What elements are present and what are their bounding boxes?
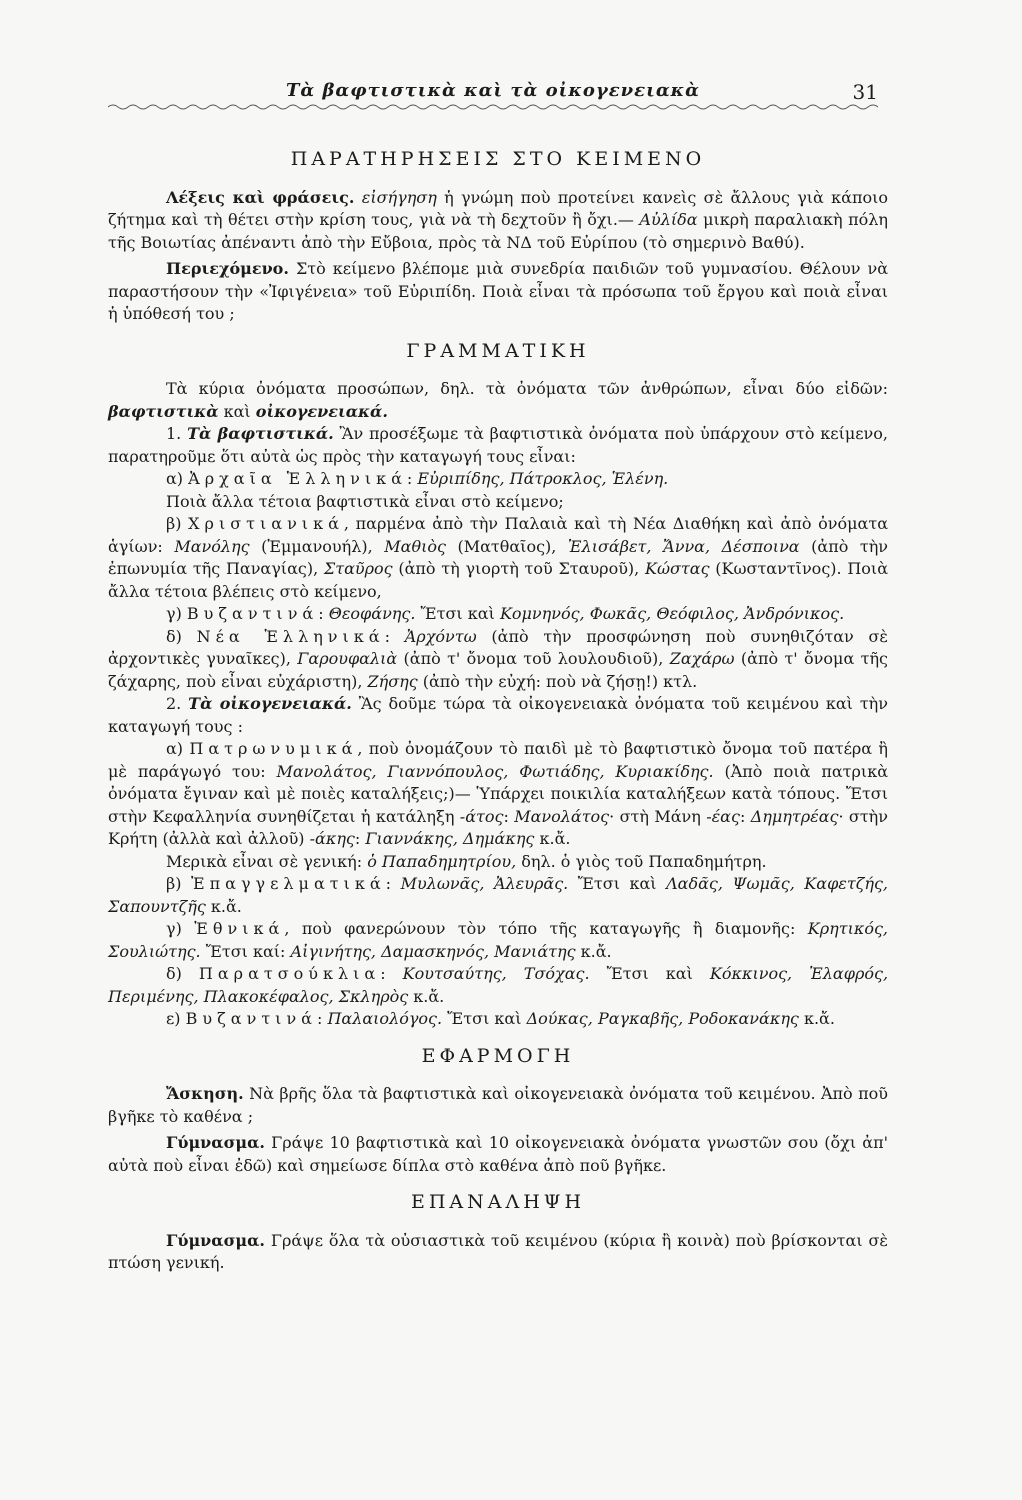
text: κ.ἄ.	[408, 986, 445, 1006]
text: Λαδᾶς, Ψωμᾶς, Καφετζής, Σαπουντζῆς	[108, 874, 889, 916]
text: (ἀπὸ τ' ὄνομα τοῦ λουλουδιοῦ),	[397, 649, 670, 668]
text: (Ματθαῖος),	[445, 536, 568, 556]
text: Ἐπαγγελματικά	[191, 874, 386, 893]
text: Παρατσούκλια	[198, 964, 381, 983]
running-title: Τὰ βαφτιστικὰ καὶ τὰ οἰκογενειακὰ	[285, 80, 701, 101]
text: :	[380, 964, 403, 983]
paragraph-drill	[108, 1132, 888, 1177]
text: Τὰ οἰκογενειακά.	[188, 694, 352, 713]
text: Μανολάτος	[514, 806, 610, 826]
text: :	[318, 604, 329, 623]
item-christian	[108, 513, 888, 603]
item-byzantine-surnames	[108, 1008, 888, 1031]
text: Γύμνασμα.	[166, 1133, 265, 1152]
heading-review: ΕΠΑΝΑΛΗΨΗ	[410, 1191, 586, 1213]
text: (ἀπὸ τὴν εὐχή: ποὺ νὰ ζήσῃ!) κτλ.	[417, 671, 698, 691]
text: (ἀπὸ τὴν προσφώνηση ποὺ συνηθιζόταν σὲ ἀρχοντικὲς γυναῖκες),	[108, 626, 888, 668]
text: Ἔτσι καὶ	[415, 604, 500, 623]
paragraph-exercise	[108, 1083, 888, 1128]
text: Εὐριπίδης, Πάτροκλος, Ἑλένη.	[417, 469, 669, 488]
text: (Ἀπὸ ποιὰ πατρικὰ ὀνόματα ἔγιναν καὶ μὲ ποιὲς καταλήξεις;)— Ὑπάρχει ποικιλία καταλήξεων κατὰ τόπους. Ἔτσι στὴν Κεφαλληνία συνηθίζεται ἡ κατάληξη	[108, 761, 889, 826]
label-content: Περιεχόμενο.	[166, 259, 289, 278]
text: Κόκκινος, Ἐλαφρός, Περιμένης, Πλακοκέφαλος, Σκληρὸς	[108, 964, 889, 1006]
question-ancient: Ποιὰ ἄλλα τέτοια βαφτιστικὰ εἶναι στὸ κείμενο;	[166, 491, 564, 511]
term-eisigisi: εἰσήγηση	[361, 187, 437, 207]
text: Δημητρέας	[750, 806, 839, 826]
text: (Κωσταντῖνος). Ποιὰ ἄλλα τέτοια βλέπεις στὸ κείμενο,	[108, 559, 889, 601]
text: Γράψε ὅλα τὰ οὐσιαστικὰ τοῦ κειμένου (κύρια ἢ κοινὰ) ποὺ βρίσκονται σὲ πτώση γενική.	[108, 1230, 888, 1272]
term-avlida: Αὐλίδα	[639, 210, 698, 229]
text: Νὰ βρῆς ὅλα τὰ βαφτιστικὰ καὶ οἰκογενειακὰ ὀνόματα τοῦ κειμένου. Ἀπὸ ποῦ βγῆκε τὸ καθένα ;	[108, 1084, 888, 1126]
text: -άτος	[459, 806, 504, 826]
text: -έας	[706, 806, 740, 826]
text: Δούκας, Ραγκαβῆς, Ροδοκανάκης	[526, 1009, 799, 1028]
text: Ἔτσι καί:	[200, 941, 291, 961]
text: Μανόλης	[174, 536, 250, 556]
page-header	[108, 80, 878, 108]
text: Ἔτσι καὶ	[589, 964, 710, 983]
page-body	[108, 148, 888, 1275]
text: Βυζαντινά	[186, 604, 319, 623]
label-words-phrases: Λέξεις καὶ φράσεις.	[166, 187, 355, 207]
text: μικρὴ παραλιακὴ πόλη τῆς Βοιωτίας ἀπέναντι ἀπὸ τὴν Εὔβοια, πρὸς τὰ ΝΔ τοῦ Εὐρίπου (τὸ σημερινὸ Βαθύ).	[108, 210, 888, 252]
paragraph-review-drill	[108, 1230, 888, 1275]
text: -άκης	[309, 829, 355, 848]
paragraph-genitive	[108, 851, 888, 874]
text: :	[385, 874, 401, 893]
text: Τὰ κύρια ὀνόματα προσώπων, δηλ. τὰ ὀνόματα τῶν ἀνθρώπων, εἶναι δύο εἰδῶν:	[166, 379, 888, 398]
text: (ἀπὸ τὴν ἐπωνυμία τῆς Παναγίας),	[108, 536, 889, 578]
text: Ἀρχόντω	[404, 626, 477, 646]
text: Ἂς δοῦμε τώρα τὰ οἰκογενειακὰ ὀνόματα τοῦ κειμένου καὶ τὴν καταγωγή τους :	[108, 694, 888, 736]
text: κ.ἄ.	[575, 941, 612, 961]
text: α)	[166, 739, 190, 758]
heading-observations: ΠΑΡΑΤΗΡΗΣΕΙΣ ΣΤΟ ΚΕΙΜΕΝΟ	[290, 148, 706, 170]
text: Ἐθνικά	[194, 919, 285, 938]
wavy-rule	[108, 102, 878, 112]
text: Ἐλισάβετ, Ἄννα, Δέσποινα	[567, 536, 800, 556]
text: , ποὺ ὀνομάζουν τὸ παιδὶ μὲ τὸ βαφτιστικὸ ὄνομα τοῦ πατέρα ἢ μὲ παράγωγό του:	[108, 739, 888, 781]
text: :	[384, 626, 405, 646]
text: Γράψε 10 βαφτιστικὰ καὶ 10 οἰκογενειακὰ ὀνόματα γνωστῶν σου (ὄχι ἀπ' αὐτὰ ποὺ εἶναι ἐδῶ) καὶ σημείωσε δίπλα στὸ καθένα ἀπὸ ποῦ βγῆκε.	[108, 1133, 888, 1175]
paragraph-content	[108, 258, 888, 326]
item-modern-greek	[108, 626, 888, 694]
text: :	[503, 806, 515, 826]
paragraph-grammar-intro	[108, 378, 888, 423]
text: Μερικὰ εἶναι σὲ γενική:	[166, 851, 368, 871]
paragraph-baptismal	[108, 423, 888, 468]
text: :	[354, 829, 366, 848]
text: :	[316, 1009, 328, 1028]
item-patronymic	[108, 738, 888, 851]
text: καὶ	[218, 401, 256, 421]
text: (ἀπὸ τ' ὄνομα τῆς ζάχαρης, ποὺ εἶναι εὐχάριστη),	[108, 649, 888, 691]
heading-application: ΕΦΑΡΜΟΓΗ	[421, 1044, 575, 1067]
text: Ἔτσι καὶ	[568, 874, 667, 893]
text: Στὸ κείμενο βλέπομε μιὰ συνεδρία παιδιῶν τοῦ γυμνασίου. Θέλουν νὰ παραστήσουν τὴν «Ἰφιγένεια» τοῦ Εὐριπίδη. Ποιὰ εἶναι τὰ πρόσωπα τοῦ ἔργου καὶ ποιὰ εἶναι ἡ ὑπόθεσή του ;	[108, 259, 888, 323]
paragraph-family	[108, 693, 888, 738]
text: δηλ. ὁ γιὸς τοῦ Παπαδημήτρη.	[516, 851, 767, 871]
text: Ἂν προσέξωμε τὰ βαφτιστικὰ ὀνόματα ποὺ ὑπάρχουν στὸ κείμενο, παρατηροῦμε ὅτι αὐτὰ ὡς πρὸς τὴν καταγωγή τους εἶναι:	[108, 424, 888, 466]
text: Θεοφάνης.	[328, 604, 416, 623]
text: Παλαιολόγος.	[327, 1009, 443, 1028]
text: , ποὺ φανερώνουν τὸν τόπο τῆς καταγωγῆς ἢ διαμονῆς:	[284, 919, 808, 938]
text: (Ἐμμανουήλ),	[249, 536, 385, 556]
text: :	[739, 806, 751, 826]
text: ε)	[166, 1009, 186, 1028]
text: · στὴ Μάνη	[609, 806, 707, 826]
text: ὁ Παπαδημητρίου,	[367, 851, 517, 871]
text: β)	[166, 514, 189, 533]
text: · στὴν Κρήτη (ἀλλὰ καὶ ἀλλοῦ)	[108, 806, 888, 848]
page-number: 31	[852, 80, 878, 104]
text: Μυλωνᾶς, Ἀλευρᾶς.	[400, 874, 569, 893]
text: κ.ἄ.	[798, 1009, 835, 1028]
text: Γύμνασμα.	[166, 1230, 265, 1250]
text: ἡ γνώμη ποὺ προτείνει κανεὶς σὲ ἄλλους γιὰ κάποιο ζήτημα καὶ τὴ θέτει στὴν κρίση τους, γιὰ νὰ τὴ δεχτοῦν ἢ ὄχι.—	[108, 187, 889, 229]
text: οἰκογενειακά.	[255, 401, 388, 421]
text: 1.	[166, 424, 188, 443]
text: Αἰγινήτης, Δαμασκηνός, Μανιάτης	[290, 941, 576, 961]
text: Ἄσκηση.	[166, 1084, 244, 1103]
text: Γαρουφαλιὰ	[297, 649, 398, 668]
text: δ)	[166, 964, 199, 983]
text: γ)	[166, 919, 195, 938]
text: κ.ἄ.	[205, 896, 242, 916]
text: Ἔτσι καὶ	[442, 1009, 527, 1028]
text: κ.ἄ.	[534, 829, 571, 848]
item-byzantine	[108, 603, 888, 626]
text: Κουτσαύτης, Τσόχας.	[402, 964, 590, 983]
text: Χριστιανικά	[188, 514, 344, 533]
text: Ζήσης	[367, 671, 418, 691]
text: Μαθιὸς	[384, 536, 446, 556]
text: γ)	[166, 604, 187, 623]
text: δ)	[166, 626, 197, 646]
text: (ἀπὸ τὴ γιορτὴ τοῦ Σταυροῦ),	[392, 559, 645, 578]
text: Κρητικός, Σουλιώτης.	[108, 919, 889, 961]
text: Κώστας	[645, 559, 710, 578]
item-nicknames	[108, 963, 888, 1008]
item-ethnic	[108, 918, 888, 963]
paragraph-words-phrases	[108, 187, 888, 255]
item-professional	[108, 873, 888, 918]
text: Νέα Ἑλληνικά	[196, 626, 385, 646]
text: , παρμένα ἀπὸ τὴν Παλαιὰ καὶ τὴ Νέα Διαθήκη καὶ ἀπὸ ὀνόματα ἁγίων:	[108, 514, 888, 556]
text: Σταῦρος	[323, 559, 393, 578]
text: 2.	[166, 694, 189, 713]
text: Ζαχάρω	[669, 649, 735, 668]
text: α)	[166, 469, 189, 488]
text: Τὰ βαφτιστικά.	[187, 424, 334, 443]
text: Ἀρχαῖα Ἑλληνικά	[188, 469, 407, 488]
text: :	[406, 469, 418, 488]
text: Βυζαντινά	[185, 1009, 317, 1028]
text: βαφτιστικὰ	[108, 401, 219, 421]
text: Πατρωνυμικά	[189, 739, 358, 758]
text: β)	[166, 874, 192, 893]
item-ancient-greek	[108, 468, 888, 491]
text: Μανολάτος, Γιαννόπουλος, Φωτιάδης, Κυριακίδης.	[276, 761, 714, 781]
heading-grammar: ΓΡΑΜΜΑΤΙΚΗ	[406, 339, 590, 362]
text: Γιαννάκης, Δημάκης	[365, 829, 535, 848]
text: Κομνηνός, Φωκᾶς, Θεόφιλος, Ἀνδρόνικος.	[499, 604, 845, 623]
